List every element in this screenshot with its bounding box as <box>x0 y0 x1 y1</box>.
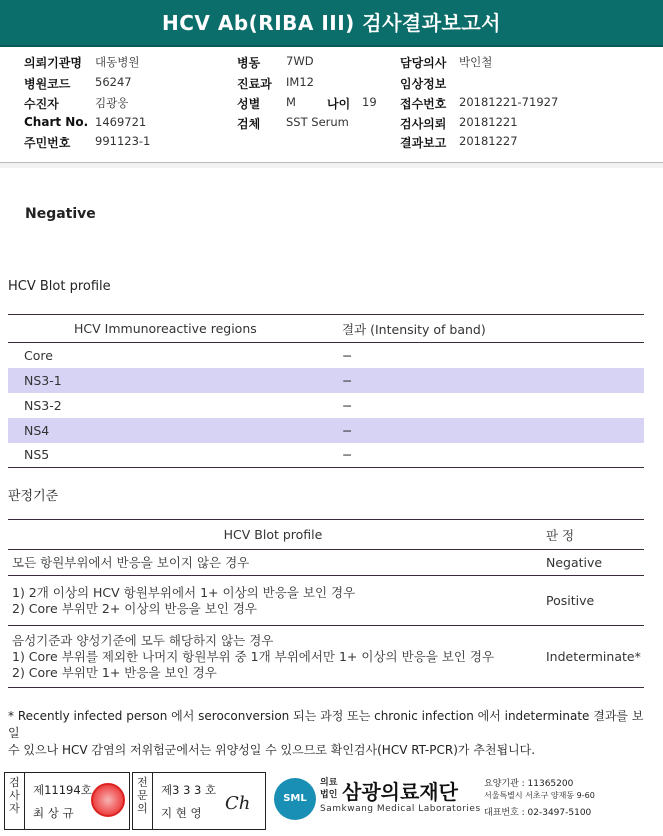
specialist-box <box>132 772 266 830</box>
col-region-header: HCV Immunoreactive regions <box>8 315 342 343</box>
region-cell: NS3-2 <box>24 397 62 413</box>
table-row <box>8 443 644 468</box>
blot-profile-title: HCV Blot profile <box>8 279 111 294</box>
specialist-label: 전문의 <box>133 773 153 829</box>
resident-label: 주민번호 <box>24 136 71 150</box>
patient-info-header <box>0 54 663 162</box>
region-cell: NS5 <box>8 443 342 468</box>
result-cell: − <box>342 347 353 363</box>
specimen-value: SST Serum <box>286 115 349 129</box>
criteria-line: 2) Core 부위만 2+ 이상의 반응을 보인 경우 <box>12 600 257 616</box>
org-small-1: 의료 <box>320 778 338 788</box>
patient-label: 수진자 <box>24 97 59 111</box>
judgement-cell: Indeterminate* <box>538 626 644 688</box>
criteria-table <box>8 519 644 688</box>
chart-label: Chart No. <box>24 115 89 129</box>
sex-value: M <box>286 95 296 109</box>
request-value: 20181221 <box>459 115 518 129</box>
signature: Ch <box>225 793 251 814</box>
specimen-label: 검체 <box>237 117 261 131</box>
chart-value: 1469721 <box>95 115 147 129</box>
criteria-description <box>8 626 538 688</box>
examiner-label: 검사자 <box>5 773 25 829</box>
result-cell: − <box>342 443 644 468</box>
region-cell: NS4 <box>8 418 342 443</box>
blot-profile-table <box>8 314 644 468</box>
dept-label: 진료과 <box>237 77 272 91</box>
table-header-row <box>8 315 644 343</box>
footnote-line: 수 있으나 HCV 감염의 저위험군에서는 위양성일 수 있으므로 확인검사(HCV RT-PCR)가 추천됩니다. <box>8 743 536 757</box>
table-row <box>8 550 644 576</box>
criteria-description <box>8 576 538 626</box>
org-phone: 대표번호 : 02-3497-5100 <box>484 808 592 818</box>
patient-value: 김광웅 <box>95 96 129 110</box>
table-row <box>8 393 644 418</box>
request-label: 검사의뢰 <box>400 117 447 131</box>
official-seal <box>91 783 125 817</box>
result-cell: − <box>342 368 644 393</box>
criteria-line: 모든 항원부위에서 반응을 보이지 않은 경우 <box>12 554 250 570</box>
criteria-line: 1) Core 부위를 제외한 나머지 항원부위 중 1개 부위에서만 1+ 이상의 반응을 보인 경우 <box>12 648 495 664</box>
criteria-title: 판정기준 <box>8 489 59 504</box>
doctor-value: 박인철 <box>459 55 493 69</box>
table-row <box>8 368 644 393</box>
org-address: 서울특별시 서초구 양재동 9-60 <box>484 791 595 800</box>
clinical-info-label: 임상정보 <box>400 77 447 91</box>
header-divider <box>0 162 663 168</box>
judgement-cell: Negative <box>538 550 644 576</box>
receipt-label: 접수번호 <box>400 97 447 111</box>
ward-label: 병동 <box>237 56 261 70</box>
sml-logo-icon: SML <box>274 778 316 820</box>
result-cell: − <box>342 418 644 443</box>
test-result: Negative <box>25 206 96 222</box>
org-small-2: 법인 <box>320 790 338 800</box>
report-date-value: 20181227 <box>459 134 518 148</box>
result-cell: − <box>342 397 353 413</box>
criteria-line: 음성기준과 양성기준에 모두 해당하지 않는 경우 <box>12 632 274 648</box>
org-name-en: Samkwang Medical Laboratories <box>320 804 481 814</box>
table-row <box>8 576 644 626</box>
specialist-name: 지 현 영 <box>161 806 202 820</box>
table-header-row <box>8 520 644 550</box>
region-cell: Core <box>24 347 53 363</box>
age-value: 19 <box>362 95 377 109</box>
sex-label: 성별 <box>237 97 261 111</box>
table-row <box>8 343 644 368</box>
signature-footer <box>0 768 663 836</box>
criteria-description <box>8 550 538 576</box>
examiner-license: 제11194호 <box>33 783 92 797</box>
table-row <box>8 626 644 688</box>
hospital-code-value: 56247 <box>95 75 132 89</box>
table-row <box>8 418 644 443</box>
col-result-header: 결과 (Intensity of band) <box>342 315 644 343</box>
org-code: 요양기관 : 11365200 <box>484 779 574 789</box>
region-cell: NS3-1 <box>8 368 342 393</box>
examiner-name: 최 상 규 <box>33 806 74 820</box>
receipt-value: 20181221-71927 <box>459 95 559 109</box>
report-title: HCV Ab(RIBA III) 검사결과보고서 <box>0 0 663 47</box>
report-date-label: 결과보고 <box>400 136 447 150</box>
judgement-cell: Positive <box>538 576 644 626</box>
institution-label: 의뢰기관명 <box>24 56 82 70</box>
col-judgement-header: 판 정 <box>538 520 644 550</box>
org-name: 삼광의료재단 <box>342 780 458 804</box>
col-profile-header: HCV Blot profile <box>8 520 538 550</box>
criteria-line: 2) Core 부위만 1+ 반응을 보인 경우 <box>12 664 217 680</box>
age-label: 나이 <box>327 97 351 111</box>
footnote-line: * Recently infected person 에서 seroconversion 되는 과정 또는 chronic infection 에서 indeterminate 결과를 보일 <box>8 709 644 740</box>
examiner-box <box>4 772 130 830</box>
criteria-line: 1) 2개 이상의 HCV 항원부위에서 1+ 이상의 반응을 보인 경우 <box>12 584 356 600</box>
resident-value: 991123-1 <box>95 134 151 148</box>
hospital-code-label: 병원코드 <box>24 77 71 91</box>
specialist-license: 제3 3 3 호 <box>161 783 217 797</box>
ward-value: 7WD <box>286 54 314 68</box>
dept-value: IM12 <box>286 75 314 89</box>
institution-value: 대동병원 <box>95 55 140 69</box>
doctor-label: 담당의사 <box>400 56 447 70</box>
footnote <box>8 708 648 759</box>
